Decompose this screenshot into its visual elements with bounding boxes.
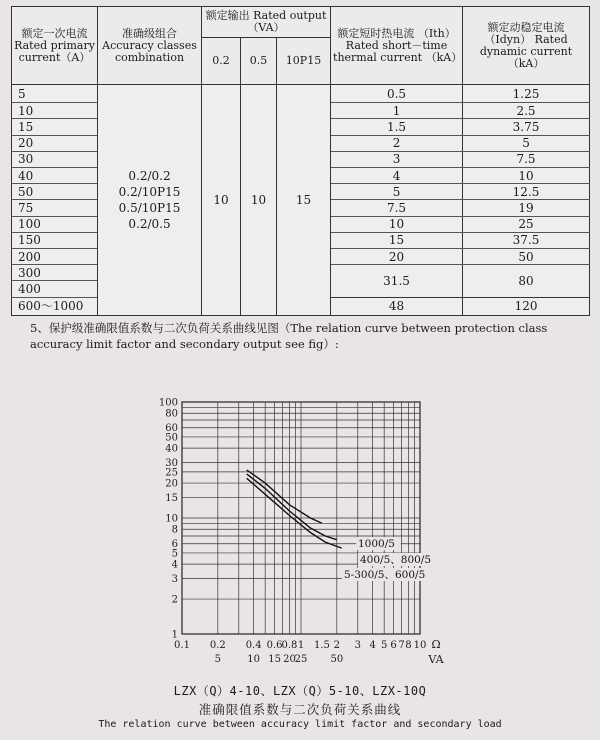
primary-current-cell: 150 <box>12 232 98 248</box>
x-unit-ohm: Ω <box>431 638 441 651</box>
x-tick-label-va: 5 <box>214 654 222 665</box>
header-rated-output: 额定输出 Rated output（VA） <box>202 7 331 38</box>
dynamic-current-cell: 12.5 <box>463 184 590 200</box>
header-class-0-2: 0.2 <box>202 38 241 85</box>
spec-table <box>11 6 590 316</box>
primary-current-cell: 50 <box>12 184 98 200</box>
series-label: 1000/5 <box>358 538 395 550</box>
series-line-2 <box>247 478 342 548</box>
x-tick-label-va: 15 <box>268 654 281 665</box>
y-tick-label: 15 <box>165 493 178 505</box>
thermal-current-cell: 48 <box>331 297 463 315</box>
rated-output-cell: 15 <box>277 85 331 316</box>
x-tick-label-ohm: 0.8 <box>281 640 298 651</box>
chart-title-en: The relation curve between accuracy limit factor and secondary load <box>98 719 502 730</box>
dynamic-current-cell: 5 <box>463 135 590 151</box>
primary-current-cell: 400 <box>12 281 98 297</box>
y-tick-label: 20 <box>165 478 178 490</box>
x-tick-label-ohm: 1 <box>297 640 305 651</box>
y-tick-label: 2 <box>171 594 178 606</box>
accuracy-combo: 0.5/10P15 <box>118 201 181 215</box>
primary-current-cell: 600～1000 <box>12 297 98 315</box>
thermal-current-cell: 0.5 <box>331 85 463 103</box>
primary-current-cell: 100 <box>12 216 98 232</box>
y-tick-label: 80 <box>165 408 178 420</box>
y-tick-label: 10 <box>165 513 178 525</box>
primary-current-cell: 10 <box>12 103 98 119</box>
x-tick-label-ohm: 10 <box>413 640 427 651</box>
dynamic-current-cell: 25 <box>463 216 590 232</box>
primary-current-cell: 5 <box>12 85 98 103</box>
primary-current-cell: 75 <box>12 200 98 216</box>
x-tick-label-ohm: 5 <box>380 640 388 651</box>
y-tick-label: 50 <box>165 432 178 444</box>
accuracy-limit-chart <box>0 380 600 680</box>
x-tick-label-ohm: 0.1 <box>174 640 190 651</box>
x-tick-label-ohm: 3 <box>354 640 361 651</box>
header-class-10p15: 10P15 <box>277 38 331 85</box>
dynamic-current-cell: 50 <box>463 249 590 265</box>
x-tick-label-ohm: 0.2 <box>209 640 226 651</box>
dynamic-current-cell: 1.25 <box>463 85 590 103</box>
y-tick-label: 3 <box>171 574 178 586</box>
dynamic-current-cell: 10 <box>463 168 590 184</box>
chart-grid <box>182 402 420 634</box>
x-tick-label-va: 20 <box>283 654 296 665</box>
dynamic-current-cell: 19 <box>463 200 590 216</box>
thermal-current-cell: 7.5 <box>331 200 463 216</box>
primary-current-cell: 300 <box>12 265 98 281</box>
x-tick-label-ohm: 2 <box>333 640 341 651</box>
thermal-current-cell: 3 <box>331 151 463 167</box>
y-tick-label: 5 <box>171 548 178 560</box>
thermal-current-cell: 31.5 <box>331 265 463 297</box>
accuracy-combo: 0.2/10P15 <box>118 185 181 199</box>
y-tick-label: 1 <box>171 629 178 641</box>
dynamic-current-cell: 120 <box>463 297 590 315</box>
x-tick-label-ohm: 7 <box>398 640 405 651</box>
x-tick-label-ohm: 1.5 <box>314 640 330 651</box>
series-label: 5-300/5、600/5 <box>344 569 426 581</box>
header-dynamic-current: 额定动稳定电流 （Idyn） Rated dynamic current （kA） <box>463 7 590 85</box>
thermal-current-cell: 2 <box>331 135 463 151</box>
header-accuracy-classes: 准确级组合 Accuracy classes combination <box>98 7 202 85</box>
dynamic-current-cell: 80 <box>463 265 590 297</box>
series-line-0 <box>247 470 322 523</box>
rated-output-cell: 10 <box>202 85 241 316</box>
y-tick-label: 40 <box>165 443 178 455</box>
x-tick-label-va: 50 <box>330 654 344 665</box>
y-tick-label: 4 <box>171 559 178 571</box>
header-primary-current: 额定一次电流 Rated primary current（A） <box>12 7 98 85</box>
thermal-current-cell: 4 <box>331 168 463 184</box>
figure-caption: 5、保护级准确限值系数与二次负荷关系曲线见图（The relation curve between protection class accuracy limit factor and secondary output see fig）: <box>30 321 548 351</box>
dynamic-current-cell: 3.75 <box>463 119 590 135</box>
primary-current-cell: 15 <box>12 119 98 135</box>
table-row <box>12 85 590 103</box>
accuracy-combo: 0.2/0.5 <box>128 217 171 231</box>
y-tick-label: 30 <box>165 458 178 470</box>
x-tick-label-ohm: 4 <box>369 640 376 651</box>
x-unit-va: VA <box>428 653 444 666</box>
dynamic-current-cell: 7.5 <box>463 151 590 167</box>
dynamic-current-cell: 2.5 <box>463 103 590 119</box>
thermal-current-cell: 15 <box>331 232 463 248</box>
y-tick-label: 60 <box>165 423 178 435</box>
y-tick-label: 8 <box>171 524 178 536</box>
y-tick-label: 100 <box>158 397 178 409</box>
header-thermal-current: 额定短时热电流 （Ith） Rated short－time thermal current （kA） <box>331 7 463 85</box>
primary-current-cell: 40 <box>12 168 98 184</box>
header-class-0-5: 0.5 <box>241 38 277 85</box>
chart-model-line: LZX（Q）4-10、LZX（Q）5-10、LZX-10Q <box>173 684 427 698</box>
dynamic-current-cell: 37.5 <box>463 232 590 248</box>
primary-current-cell: 30 <box>12 151 98 167</box>
x-tick-label-ohm: 8 <box>405 640 412 651</box>
thermal-current-cell: 1 <box>331 103 463 119</box>
rated-output-cell: 10 <box>241 85 277 316</box>
x-tick-label-ohm: 0.6 <box>266 640 283 651</box>
x-tick-label-va: 25 <box>294 654 308 665</box>
x-tick-label-ohm: 6 <box>390 640 397 651</box>
x-tick-label-va: 10 <box>247 654 261 665</box>
primary-current-cell: 200 <box>12 249 98 265</box>
thermal-current-cell: 1.5 <box>331 119 463 135</box>
chart-title-cn: 准确限值系数与二次负荷关系曲线 <box>198 702 402 717</box>
thermal-current-cell: 5 <box>331 184 463 200</box>
accuracy-combo: 0.2/0.2 <box>128 169 171 183</box>
y-tick-label: 25 <box>165 467 178 479</box>
x-tick-label-ohm: 0.4 <box>245 640 262 651</box>
series-label: 400/5、800/5 <box>360 554 432 566</box>
accuracy-combos-cell <box>98 85 202 316</box>
thermal-current-cell: 10 <box>331 216 463 232</box>
thermal-current-cell: 20 <box>331 249 463 265</box>
primary-current-cell: 20 <box>12 135 98 151</box>
y-tick-label: 6 <box>171 539 178 551</box>
